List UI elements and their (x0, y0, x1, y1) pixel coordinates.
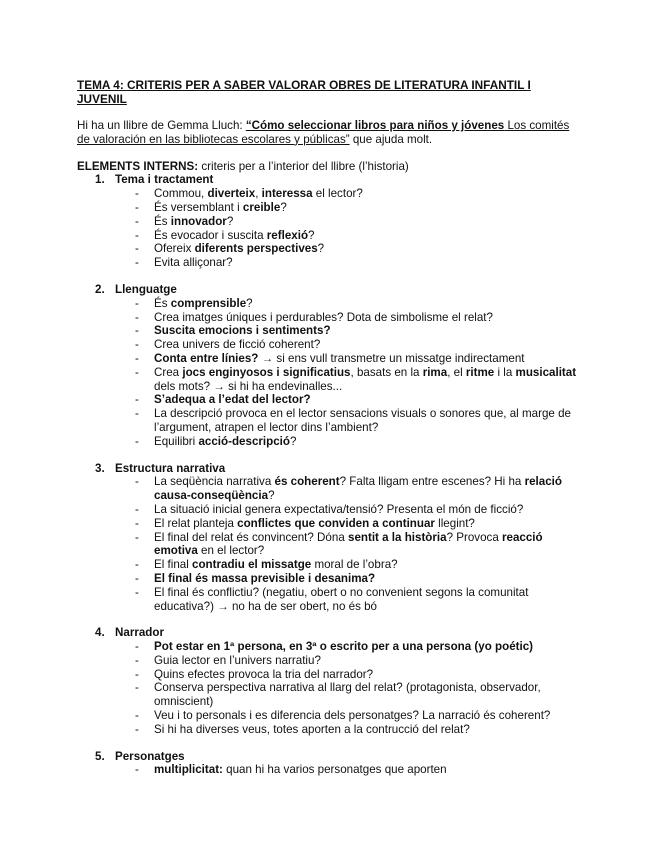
list-item (77, 763, 577, 777)
text: La seqüència narrativa (154, 475, 275, 489)
list-item (77, 297, 577, 311)
criteria-list (77, 640, 577, 737)
bold-text: sentit a la història (348, 530, 447, 544)
section-spacer (77, 737, 577, 750)
list-item (77, 640, 577, 654)
elements-label: ELEMENTS INTERNS: (77, 159, 199, 173)
section-number: 1. (95, 173, 105, 187)
bold-text: acció-descripció (198, 434, 290, 448)
text: És (154, 296, 171, 310)
section-spacer (77, 449, 577, 462)
text: Conserva perspectiva narrativa al llarg del relat? (protagonista, observador, omniscient) (154, 681, 541, 709)
list-item (77, 517, 577, 531)
section-heading (77, 750, 577, 764)
text: i la (494, 365, 516, 379)
text: Ofereix (154, 242, 195, 256)
section-4 (77, 626, 577, 736)
section-spacer (77, 270, 577, 283)
list-item (77, 503, 577, 517)
book-title-bold: “Cómo seleccionar libros para niños y jóvenes (245, 119, 505, 132)
text: Commou, (154, 187, 208, 201)
section-5 (77, 750, 577, 778)
text: Si hi ha diverses veus, totes aporten a la contrucció del relat? (154, 722, 470, 736)
list-item (77, 407, 577, 435)
text: ? (226, 214, 234, 228)
list-item (77, 393, 577, 407)
book-subtitle: Los comités de valoración en las bibliotecas escolares y públicas” (77, 119, 570, 146)
text: La descripció provoca en el lector sensacions visuals o sonores que, al marge de l’argument, atrapen el lector dins l’ambient? (154, 407, 571, 434)
text: És evocador i suscita (154, 228, 267, 242)
bold-text: Suscita emocions i sentiments? (154, 324, 331, 338)
text: Quins efectes provoca la tria del narrador? (154, 667, 374, 681)
section-heading (77, 283, 577, 297)
bold-text: interessa (261, 187, 313, 201)
text: ? Falta lligam entre escenes? Hi ha (339, 475, 525, 489)
section-heading (77, 462, 577, 476)
bold-text: innovador (170, 214, 227, 228)
text: el lector? (312, 187, 363, 201)
bold-text: diverteix (207, 187, 256, 201)
text: , basats en la (350, 365, 423, 379)
criteria-list (77, 475, 577, 613)
text: ? (289, 434, 297, 448)
text: ? (280, 200, 287, 214)
list-item (77, 709, 577, 723)
section-number: 4. (95, 626, 105, 640)
section-1 (77, 173, 577, 270)
intro-paragraph (77, 119, 577, 147)
intro-text: Hi ha un llibre de Gemma Lluch: (77, 119, 246, 132)
section-2 (77, 283, 577, 449)
bold-text: reflexió (266, 228, 309, 242)
criteria-list (77, 297, 577, 449)
section-number: 2. (95, 282, 105, 296)
list-item (77, 352, 577, 366)
list-item (77, 338, 577, 352)
text: Guia lector en l’univers narratiu? (154, 653, 321, 667)
intro-text-end: que ajuda molt. (349, 132, 433, 146)
elements-heading (77, 160, 577, 174)
text: Crea (154, 365, 183, 379)
bold-text: comprensible (170, 296, 247, 310)
section-number: 3. (95, 461, 105, 475)
bold-text: és coherent (274, 475, 340, 489)
list-item (77, 586, 577, 614)
section-title: Personatges (115, 749, 185, 763)
section-title: Llenguatge (115, 282, 177, 296)
list-item (77, 201, 577, 215)
list-item (77, 531, 577, 559)
section-spacer (77, 613, 577, 626)
bold-text: relació causa-conseqüència (154, 475, 562, 503)
text: quan hi ha varios personatges que aporten (222, 763, 447, 777)
text: ? Provoca (446, 530, 502, 544)
text: ? (268, 489, 275, 503)
section-heading (77, 626, 577, 640)
section-number: 5. (95, 749, 105, 763)
section-3 (77, 462, 577, 614)
text: La situació inicial genera expectativa/tensió? Presenta el món de ficció? (154, 502, 524, 516)
list-item (77, 723, 577, 737)
list-item (77, 215, 577, 229)
document-page (77, 79, 577, 777)
bold-text: creible (242, 200, 281, 214)
text: moral de l’obra? (311, 558, 398, 572)
text: → si ens vull transmetre un missatge indirectament (258, 351, 525, 365)
list-item (77, 366, 577, 394)
list-item (77, 681, 577, 709)
text: , (255, 187, 262, 201)
bold-text: Conta entre línies? (154, 351, 259, 365)
bold-text: Pot estar en 1ª persona, en 3ª o escrito per a una persona (yo poétic) (154, 640, 534, 654)
text: Crea univers de ficció coherent? (154, 338, 321, 352)
text: llegint? (434, 516, 475, 530)
criteria-list (77, 187, 577, 270)
text: El final és conflictiu? (negatiu, obert o no convenient segons la comunitat educativa?) → no ha de ser obert, no és bó (154, 585, 529, 613)
bold-text: musicalitat (515, 365, 577, 379)
bold-text: contradiu el missatge (192, 558, 312, 572)
text: Veu i to personals i es diferencia dels personatges? La narració és coherent? (154, 709, 551, 723)
text: És (154, 214, 171, 228)
list-item (77, 311, 577, 325)
bold-text: diferents perspectives (194, 242, 318, 256)
text: El relat planteja (154, 516, 238, 530)
list-item (77, 654, 577, 668)
bold-text: reacció emotiva (154, 530, 543, 558)
bold-text: rima (422, 365, 448, 379)
section-heading (77, 173, 577, 187)
criteria-list (77, 763, 577, 777)
text: ? (317, 242, 325, 256)
text: ? (308, 228, 315, 242)
bold-text: conflictes que conviden a continuar (237, 516, 435, 530)
text: dels mots? → si hi ha endevinalles... (154, 379, 343, 393)
list-item (77, 242, 577, 256)
bold-text: El final és massa previsible i desanima? (154, 571, 376, 585)
list-item (77, 256, 577, 270)
section-title: Tema i tractament (115, 173, 214, 187)
section-title: Estructura narrativa (115, 461, 226, 475)
list-item (77, 187, 577, 201)
text: Crea imatges úniques i perdurables? Dota de simbolisme el relat? (154, 310, 493, 324)
elements-desc: criteris per a l’interior del llibre (l’historia) (198, 159, 409, 173)
bold-text: jocs enginyosos i significatius (182, 365, 351, 379)
list-item (77, 572, 577, 586)
text: El final (154, 558, 193, 572)
text: El final del relat és convincent? Dóna (154, 530, 348, 544)
text: Evita alliçonar? (154, 256, 233, 270)
list-item (77, 435, 577, 449)
list-item (77, 229, 577, 243)
bold-text: S’adequa a l’edat del lector? (154, 393, 311, 407)
list-item (77, 324, 577, 338)
bold-text: ritme (465, 365, 495, 379)
text: Equilibri (154, 434, 199, 448)
text: , el (447, 365, 466, 379)
list-item (77, 558, 577, 572)
text: És versemblant i (154, 200, 243, 214)
page-title: TEMA 4: CRITERIS PER A SABER VALORAR OBRES DE LITERATURA INFANTIL I JUVENIL (77, 78, 531, 106)
text: ? (246, 296, 253, 310)
bold-text: multiplicitat: (154, 763, 223, 777)
text: en el lector? (197, 544, 265, 558)
list-item (77, 475, 577, 503)
list-item (77, 668, 577, 682)
criteria-sections (77, 173, 577, 777)
section-title: Narrador (115, 626, 164, 640)
